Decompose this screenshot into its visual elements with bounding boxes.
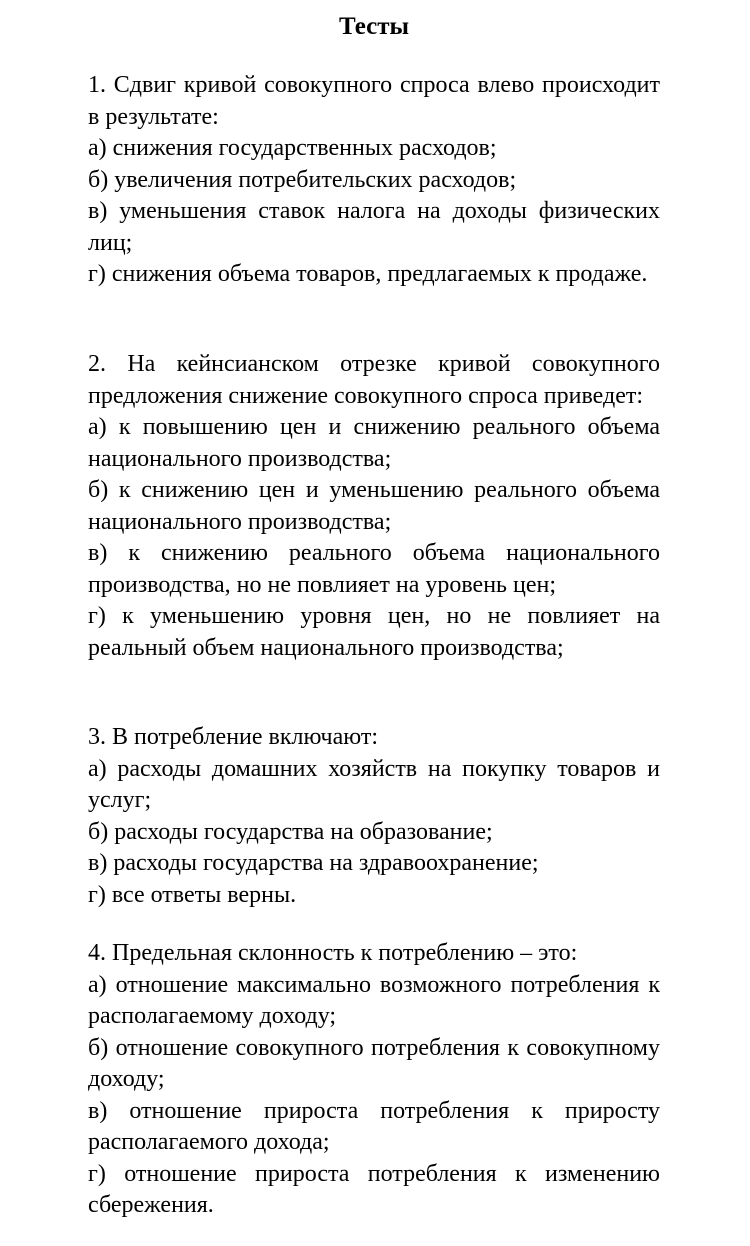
question-1: [88, 70, 660, 291]
answer-option-g: г) все ответы верны.: [88, 881, 297, 908]
question-text: 3. В потребление включают:: [88, 724, 379, 750]
answer-option-a: а) отношение максимально возможного потребления к располагаемому доходу;: [88, 971, 660, 1029]
page-title: Тесты: [338, 13, 410, 40]
answer-option-a: а) расходы домашних хозяйств на покупку товаров и услуг;: [88, 755, 660, 813]
answer-option-b: б) к снижению цен и уменьшению реального объема национального производства;: [88, 477, 660, 535]
question-2: [88, 349, 660, 664]
answer-option-a: а) снижения государственных расходов;: [88, 135, 497, 161]
question-text: 2. На кейнсианском отрезке кривой совокупного предложения снижение совокупного спроса приведет:: [88, 351, 660, 409]
answer-option-b: б) отношение совокупного потребления к совокупному доходу;: [88, 1034, 660, 1092]
answer-option-a: а) к повышению цен и снижению реального объема национального производства;: [88, 414, 660, 472]
question-text: 1. Сдвиг кривой совокупного спроса влево происходит в результате:: [88, 72, 660, 130]
answer-option-g: г) к уменьшению уровня цен, но не повлияет на реальный объем национального производства;: [88, 603, 660, 661]
answer-option-v: в) отношение прироста потребления к приросту располагаемого дохода;: [88, 1097, 660, 1155]
answer-option-v: в) к снижению реального объема национального производства, но не повлияет на уровень цен;: [88, 540, 660, 598]
question-3: [88, 722, 660, 911]
answer-option-g: г) отношение прироста потребления к изменению сбережения.: [88, 1160, 660, 1218]
answer-option-g: г) снижения объема товаров, предлагаемых к продаже.: [88, 261, 648, 287]
answer-option-b: б) увеличения потребительских расходов;: [88, 166, 517, 193]
answer-option-v: в) расходы государства на здравоохранение;: [88, 850, 539, 876]
question-4: [88, 938, 660, 1222]
answer-option-b: б) расходы государства на образование;: [88, 818, 493, 845]
question-text: 4. Предельная склонность к потреблению – это:: [88, 940, 578, 966]
answer-option-v: в) уменьшения ставок налога на доходы физических лиц;: [88, 198, 660, 256]
